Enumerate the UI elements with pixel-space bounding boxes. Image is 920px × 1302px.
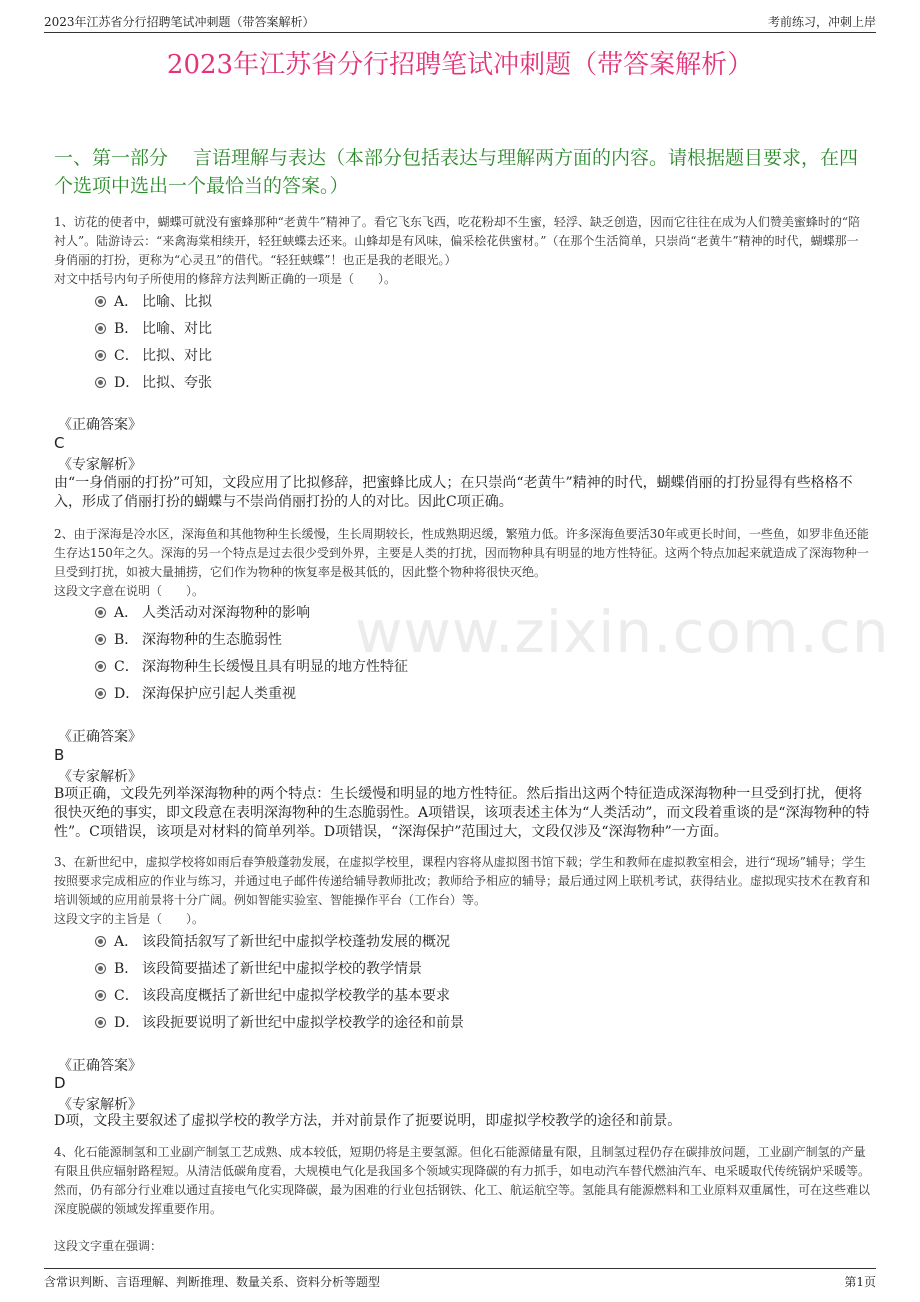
question-stem: 1、访花的使者中，蝴蝶可就没有蜜蜂那种“老黄牛”精神了。看它飞东飞西，吃花粉却不生蜜，轻浮、缺乏创造，因而它往往在成为人们赞美蜜蜂时的“陪衬人”。陆游诗云：“来禽海棠相续开，轻狂蛱蝶去还来。山蜂却是有风味，偏采桧花供蜜材。”（在那个生活简单，只崇尚“老黄牛”精神的时代，蝴蝶那一身俏丽的打扮，更称为“心灵丑”的借代。“轻狂蛱蝶”！也正是我的老眼光。） [54,215,861,267]
option-b[interactable]: B． 深海物种的生态脆弱性 [95,630,282,650]
page-footer [44,1268,876,1291]
header-slogan: 考前练习，冲刺上岸 [767,15,876,29]
radio-icon[interactable] [95,688,106,699]
answer-value: C [54,434,65,452]
analysis-label: 《专家解析》 [58,769,142,785]
question-stem: 2、由于深海是冷水区，深海鱼和其他物种生长缓慢，生长周期较长，性成熟期迟缓，繁殖力低。许多深海鱼要活30年或更长时间，一些鱼，如罗非鱼还能生存达150年之久。深海的另一个特点是过去很少受到外界，主要是人类的打扰，因而物种具有明显的地方性特征。这两个特点加起来就造成了深海物种一旦受到打扰，如被大量捕捞，它们作为物种的恢复率是极其低的，因此整个物种将很快灭绝。 [54,527,869,579]
option-text: 深海物种的生态脆弱性 [142,632,282,648]
answer-value: D [54,1074,66,1092]
question-1 [54,213,870,289]
option-a[interactable]: A． 人类活动对深海物种的影响 [95,603,310,623]
radio-icon[interactable] [95,990,106,1001]
option-text: 比拟、夸张 [142,375,212,391]
answer-label: 《正确答案》 [58,1058,142,1074]
question-2 [54,525,870,601]
page-header [44,10,876,33]
option-c[interactable]: C． 深海物种生长缓慢且具有明显的地方性特征 [95,657,408,677]
option-b[interactable]: B． 比喻、对比 [95,319,212,339]
radio-icon[interactable] [95,1017,106,1028]
radio-icon[interactable] [95,350,106,361]
question-stem: 3、在新世纪中，虚拟学校将如雨后春笋般蓬勃发展，在虚拟学校里，课程内容将从虚拟图书馆下载；学生和教师在虚拟教室相会，进行“现场”辅导；学生按照要求完成相应的作业与练习，并通过电子邮件传递给辅导教师批改；教师给予相应的辅导；最后通过网上联机考试，获得结业。虚拟现实技术在教育和培训领域的应用前景将十分广阔。例如智能实验室、智能操作平台（工作台）等。 [54,855,871,907]
option-d[interactable]: D． 该段扼要说明了新世纪中虚拟学校教学的途径和前景 [95,1013,464,1033]
analysis-text: D项，文段主要叙述了虚拟学校的教学方法，并对前景作了扼要说明，即虚拟学校教学的途径和前景。 [54,1113,682,1129]
option-text: 比喻、比拟 [142,294,212,310]
answer-label: 《正确答案》 [58,729,142,745]
analysis-label: 《专家解析》 [58,457,142,473]
option-b[interactable]: B． 该段简要描述了新世纪中虚拟学校的教学情景 [95,959,422,979]
answer-label: 《正确答案》 [58,417,142,433]
option-text: 该段简括叙写了新世纪中虚拟学校蓬勃发展的概况 [142,934,450,950]
radio-icon[interactable] [95,323,106,334]
page-number: 第1页 [844,1275,876,1289]
option-c[interactable]: C． 该段高度概括了新世纪中虚拟学校教学的基本要求 [95,986,450,1006]
option-text: 该段扼要说明了新世纪中虚拟学校教学的途径和前景 [142,1015,464,1031]
option-text: 该段简要描述了新世纪中虚拟学校的教学情景 [142,961,422,977]
question-prompt: 这段文字意在说明（ ）。 [54,584,205,598]
radio-icon[interactable] [95,377,106,388]
radio-icon[interactable] [95,661,106,672]
question-3 [54,853,870,929]
option-text: 比拟、对比 [142,348,212,364]
option-text: 深海保护应引起人类重视 [142,686,296,702]
header-title: 2023年江苏省分行招聘笔试冲刺题（带答案解析） [44,15,315,29]
question-4-stem: 4、化石能源制氢和工业副产制氢工艺成熟、成本较低，短期仍将是主要氢源。但化石能源储量有限，且制氢过程仍存在碳排放问题，工业副产制氢的产量有限且供应辐射路程短。从清洁低碳角度看，大规模电气化是我国多个领域实现降碳的有力抓手，如电动汽车替代燃油汽车、电采暖取代传统锅炉采暖等。然而，仍有部分行业难以通过直接电气化实现降碳，最为困难的行业包括钢铁、化工、航运航空等。氢能具有能源燃料和工业原料双重属性，可在这些难以深度脱碳的领域发挥重要作用。 [54,1145,871,1216]
radio-icon[interactable] [95,963,106,974]
question-4-prompt: 这段文字重在强调： [54,1239,163,1253]
option-text: 人类活动对深海物种的影响 [142,605,310,621]
footer-description: 含常识判断、言语理解、判断推理、数量关系、资料分析等题型 [44,1275,381,1289]
analysis-text: B项正确，文段先列举深海物种的两个特点：生长缓慢和明显的地方性特征。然后指出这两个特征造成深海物种一旦受到打扰，便将很快灭绝的事实，即文段意在表明深海物种的生态脆弱性。A项错误，该项表述主体为“人类活动”，而文段着重谈的是“深海物种的特性”。C项错误，该项是对材料的简单列举。D项错误，“深海保护”范围过大，文段仅涉及“深海物种”一方面。 [54,786,870,840]
analysis-label: 《专家解析》 [58,1097,142,1113]
option-a[interactable]: A． 该段简括叙写了新世纪中虚拟学校蓬勃发展的概况 [95,932,450,952]
radio-icon[interactable] [95,936,106,947]
option-c[interactable]: C． 比拟、对比 [95,346,212,366]
option-d[interactable]: D． 比拟、夸张 [95,373,212,393]
option-text: 深海物种生长缓慢且具有明显的地方性特征 [142,659,408,675]
radio-icon[interactable] [95,607,106,618]
watermark: www.zixin.com.cn [355,598,890,666]
radio-icon[interactable] [95,296,106,307]
answer-value: B [54,746,65,764]
radio-icon[interactable] [95,634,106,645]
question-prompt: 对文中括号内句子所使用的修辞方法判断正确的一项是（ ）。 [54,272,397,286]
option-a[interactable]: A． 比喻、比拟 [95,292,212,312]
analysis-text: 由“一身俏丽的打扮”可知，文段应用了比拟修辞，把蜜蜂比成人；在只崇尚“老黄牛”精神的时代，蝴蝶俏丽的打扮显得有些格格不入，形成了俏丽打扮的蝴蝶与不崇尚俏丽打扮的人的对比。因此C项正确。 [54,475,853,510]
question-prompt: 这段文字的主旨是（ ）。 [54,912,205,926]
option-text: 比喻、对比 [142,321,212,337]
option-d[interactable]: D． 深海保护应引起人类重视 [95,684,296,704]
page-title: 2023年江苏省分行招聘笔试冲刺题（带答案解析） [166,50,754,80]
option-text: 该段高度概括了新世纪中虚拟学校教学的基本要求 [142,988,450,1004]
section-heading: 一、第一部分 言语理解与表达（本部分包括表达与理解两方面的内容。请根据题目要求，在四个选项中选出一个最恰当的答案。） [54,147,859,197]
